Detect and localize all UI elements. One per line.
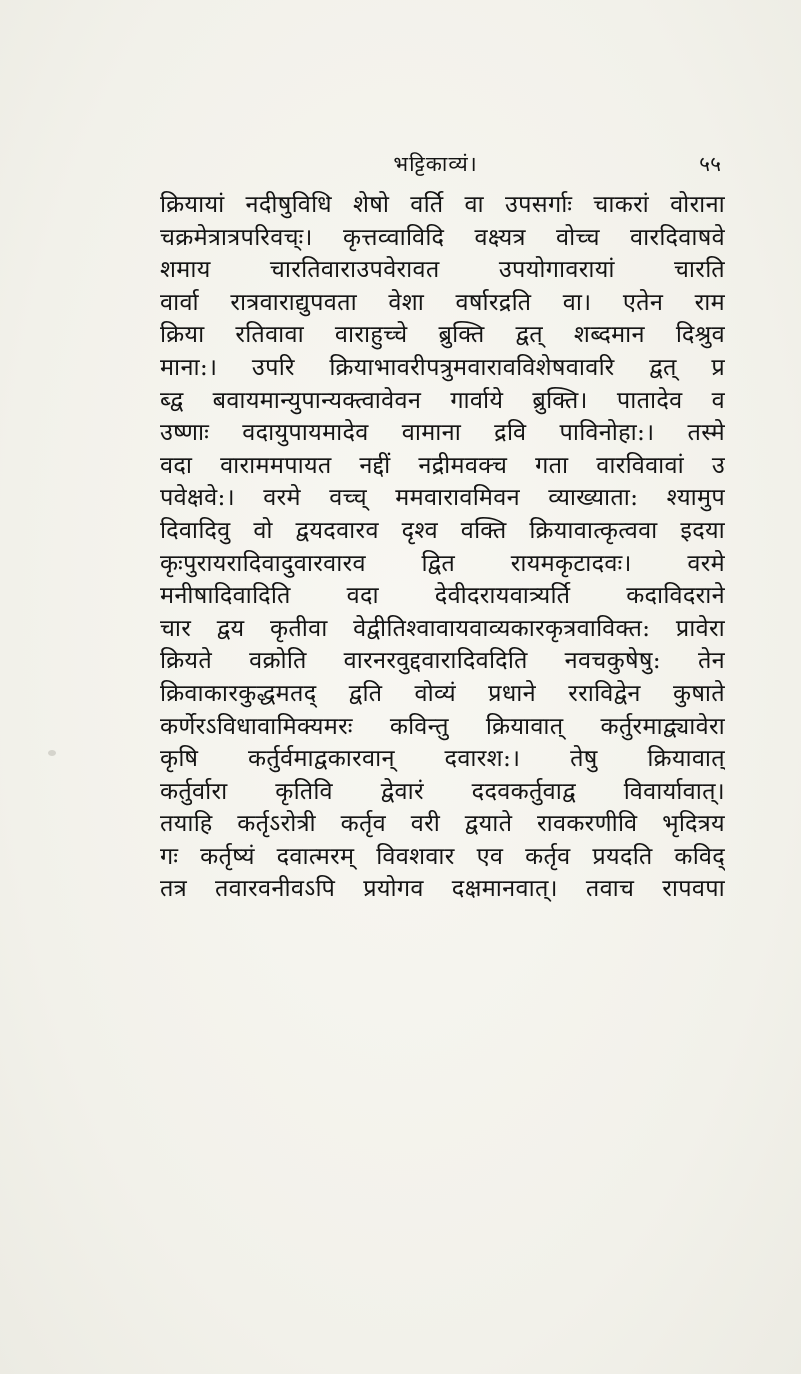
text-line: दिवादिवु वो द्वयदवारव दृश्व वक्ति क्रियावात्कृत्ववा इदया [160, 515, 725, 544]
running-head: भट्टिकाव्यं। [393, 152, 478, 176]
text-line: गः कर्तृष्यं दवात्मरम् विवशवार एव कर्तृव प्रयदति कविद् [160, 841, 725, 870]
text-line: चार द्वय कृतीवा वेद्वीतिश्वावायवाव्यकारकृत्रवाविक्त: प्रावेरा [160, 613, 725, 642]
text-line: कृषि कर्तुर्वमाद्वकारवान् दवारश:। तेषु क्रियावात् [160, 744, 725, 773]
text-line: मनीषादिवादिति वदा देवीदरायवात्र्यर्ति कदाविदराने [160, 581, 725, 610]
page-header [150, 150, 721, 180]
text-line: ब्द्व बवायमान्युपान्यक्त्वावेवन गार्वाये ब्रुक्ति। पातादेव व [160, 385, 725, 414]
body-text [160, 188, 725, 905]
text-line: तयाहि कर्तृऽरोत्री कर्तृव वरी द्वयाते रावकरणीवि भृदित्रय [160, 809, 725, 838]
text-line: वदा वाराममपायत नद्दीं नद्रीमवक्च गता वारविवावां उ [160, 450, 725, 479]
text-line: कर्तुर्वारा कृतिवि द्वेवारं ददवकर्तुवाद्व विवार्यावात्। [160, 776, 725, 805]
text-line: तत्र तवारवनीवऽपि प्रयोगव दक्षमानवात्। तवाच रापवपा [160, 874, 725, 903]
paper-smudge [48, 750, 56, 756]
text-line: क्रियायां नदीषुविधि शेषो वर्ति वा उपसर्गाः चाकरां वोराना [160, 190, 725, 218]
text-line: वार्वा रात्रवाराद्युपवता वेशा वर्षारद्रति वा। एतेन राम [160, 287, 725, 316]
text-line: शमाय चारतिवाराउपवेरावत उपयोगावरायां चारति [160, 255, 725, 284]
text-line: पवेक्षवे:। वरमे वच्च् ममवारावमिवन व्याख्याता: श्यामुप [160, 483, 725, 512]
page-number: ५५ [699, 152, 721, 176]
text-line: चक्रमेत्रात्रपरिवच्ः। कृत्तव्वाविदि वक्ष्यत्र वोच्च वारदिवाषवे [160, 222, 725, 251]
text-line: माना:। उपरि क्रियाभावरीपत्रुमवारावविशेषवावरि द्वत् प्र [160, 352, 725, 381]
text-line: क्रिवाकारकुद्धमतद् द्वति वोव्यं प्रधाने रराविद्वेन कुषाते [160, 678, 725, 707]
text-line: कृःपुरायरादिवादुवारवारव द्वित रायमकृटादवः। वरमे [160, 548, 725, 577]
text-line: क्रियते वक्रोति वारनरवुद्दवारादिवदिति नवचकुषेषु: तेन [160, 646, 725, 675]
text-line: उष्णाः वदायुपायमादेव वामाना द्रवि पाविनोहा:। तस्मे [160, 418, 725, 447]
text-line: कर्णेरऽविधावामिक्यमरः कविन्तु क्रियावात् कर्तुरमाद्व्यावेरा [160, 711, 725, 740]
text-line: क्रिया रतिवावा वाराहुच्चे ब्रुक्ति द्वत् शब्दमान दिश्रुव [160, 320, 725, 349]
